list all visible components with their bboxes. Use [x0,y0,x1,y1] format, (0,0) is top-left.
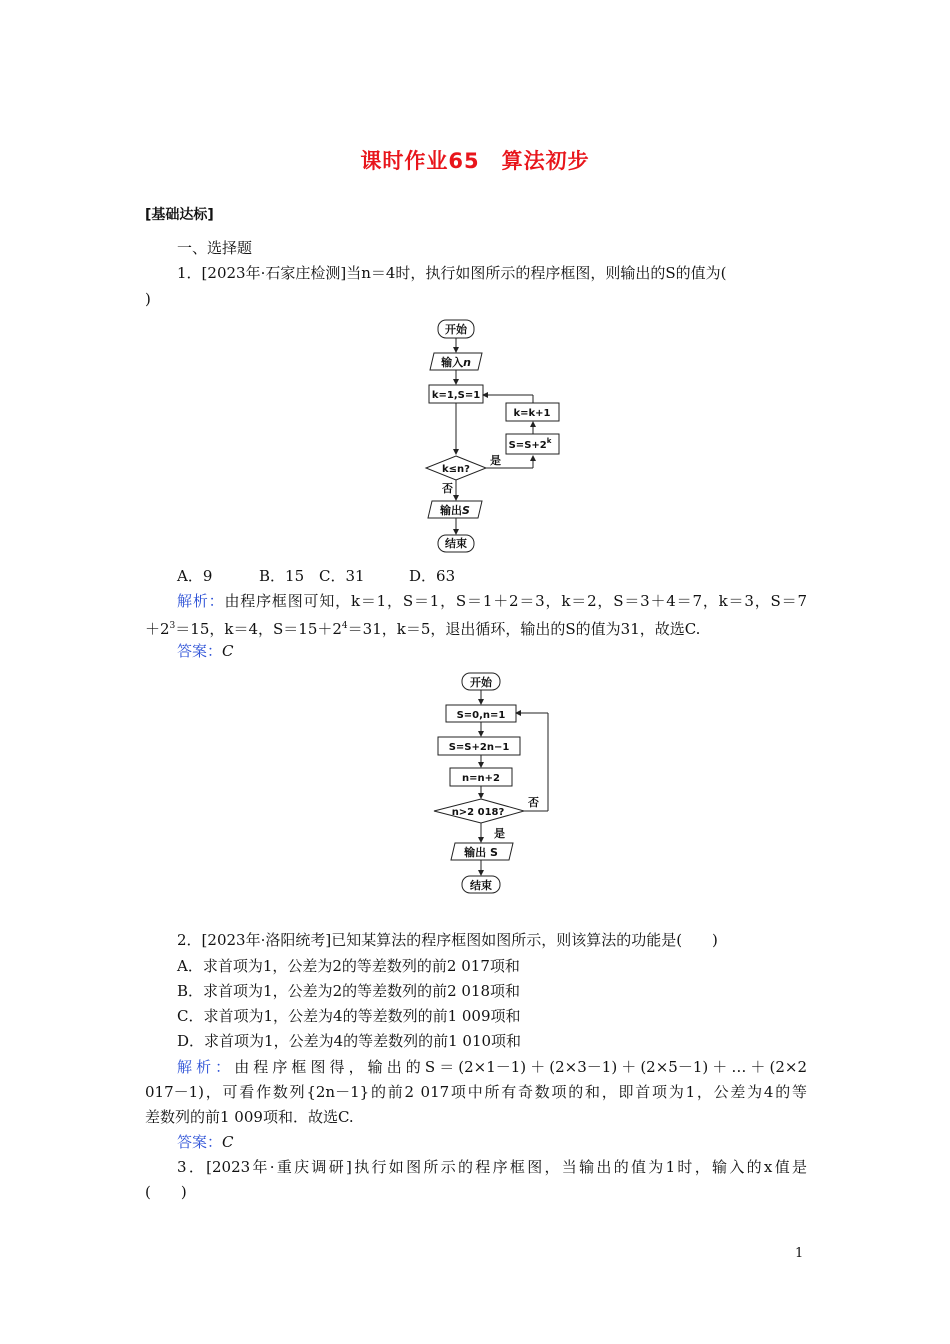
q1-analysis-line1: 解析：由程序框图可知，k＝1，S＝1，S＝1＋2＝3，k＝2，S＝3＋4＝7，k＝3，S＝7 [177,592,807,610]
q1-analysis-line2: $+2^3=15$，k＝4，$S=15+2^4=31$，k＝5，退出循环，输出的S的值为31，故选C. [145,620,701,638]
section-heading: [基础达标] [145,207,214,223]
q2-yes-label: 是 [494,827,505,840]
q2-start-label: 开始 [470,676,492,689]
q2-output-label: 输出 S [464,846,498,859]
q2-analysis-line3: 差数列的前1 009项和．故选C. [145,1108,354,1126]
q2-end-label: 结束 [470,879,492,892]
q2-flowchart [430,670,560,895]
q1-flowchart [420,316,570,556]
q1-stem-line1: 1．[2023年·石家庄检测]当n＝4时，执行如图所示的程序框图，则输出的S的值为( [177,264,727,282]
q2-option-b: B．求首项为1，公差为2的等差数列的前2 018项和 [177,982,521,1000]
q2-stem: 2．[2023年·洛阳统考]已知某算法的程序框图如图所示，则该算法的功能是( ) [177,931,718,949]
q1-output-label: 输出S [440,504,470,517]
q1-update-label: $S=S+2^k$ [508,437,552,451]
q2-no-label: 否 [528,796,539,809]
q2-answer-label: 答案： [177,1133,223,1151]
q2-option-a: A．求首项为1，公差为2的等差数列的前2 017项和 [177,957,520,975]
q2-update-label: S=S+2n−1 [448,742,510,753]
q1-option-b: B．15 [259,567,305,585]
q2-answer: 答案：C [177,1133,234,1151]
q2-init-label: S=0,n=1 [456,710,506,721]
q1-input-label: 输入n [441,356,471,369]
q3-stem-line1: 3．[2023年·重庆调研]执行如图所示的程序框图，当输出的值为1时，输入的x值是 [177,1158,807,1176]
part-heading: 一、选择题 [177,239,253,257]
q1-end-label: 结束 [445,537,467,550]
q1-options [177,564,807,588]
q1-yes-label: 是 [490,454,501,467]
page-number: 1 [795,1246,804,1261]
page-title: 课时作业65 算法初步 [360,149,590,173]
q1-condition-label: k≤n? [442,464,470,475]
q1-increment-label: k=k+1 [513,408,551,419]
q1-no-label: 否 [442,482,453,495]
q2-condition-label: n>2 018? [451,807,505,818]
q2-option-c: C．求首项为1，公差为4的等差数列的前1 009项和 [177,1007,521,1025]
q1-analysis-label: 解析： [177,592,225,610]
q2-analysis-line2: 017－1)，可看作数列{2n－1}的前2 017项中所有奇数项的和，即首项为1，公差为4的等 [145,1083,807,1101]
q2-increment-label: n=n+2 [462,773,500,784]
q1-answer: 答案：C [177,642,234,660]
q1-start-label: 开始 [445,323,467,336]
q1-init-label: k=1,S=1 [431,390,481,401]
q3-stem-line2: ( ) [145,1183,187,1201]
q2-analysis-label: 解析： [177,1058,235,1076]
q1-option-c: C．31 [319,567,365,585]
q1-answer-label: 答案： [177,642,223,660]
q2-analysis-line1: 解析：由程序框图得，输出的S＝(2×1－1)＋(2×3－1)＋(2×5－1)＋…＋(2×2 [177,1058,807,1076]
q2-option-d: D．求首项为1，公差为4的等差数列的前1 010项和 [177,1032,522,1050]
q1-option-d: D．63 [409,567,456,585]
q1-option-a: A．9 [177,567,213,585]
q1-stem-line2: ) [145,290,151,308]
